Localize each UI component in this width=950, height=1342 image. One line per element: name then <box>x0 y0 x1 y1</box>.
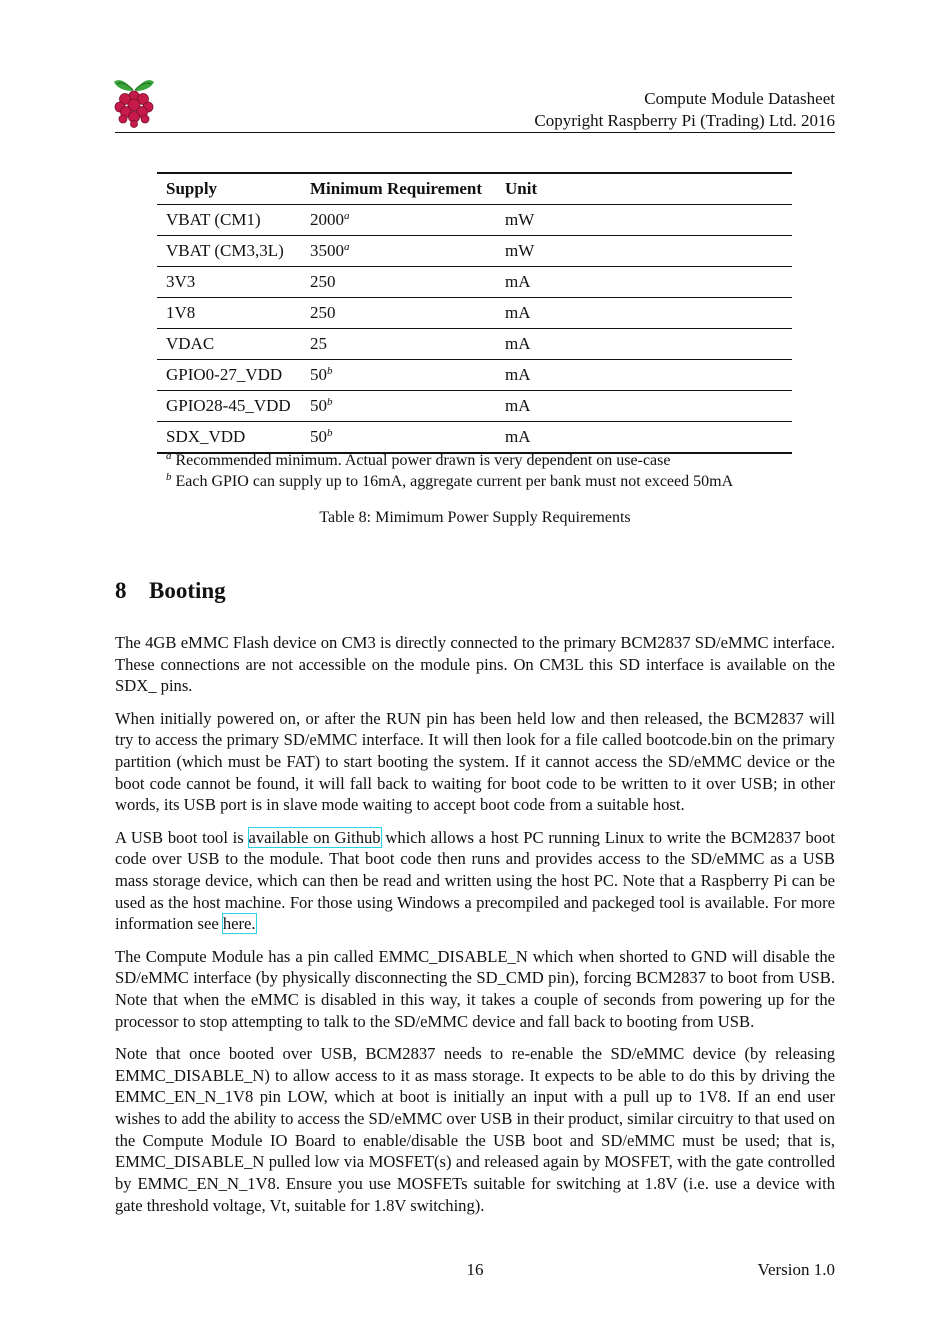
unit-cell: mW <box>505 241 535 260</box>
table-row <box>157 236 792 267</box>
table-footnote-b: $^b$ Each GPIO can supply up to 16mA, aggregate current per bank must not exceed 50mA <box>166 471 734 490</box>
paragraph: Note that once booted over USB, BCM2837 needs to re-enable the SD/eMMC device (by releasing EMMC_DISABLE_N) to allow access to it as mass storage. It expects to be able to do this by driving the EMMC_EN_N_1V8 pin LOW, which at boot is initially an input with a pull up to 1V8. If an end user wishes to add the ability to access the SD/eMMC over USB in their product, similar circuitry to that used on the Compute Module IO Board to enable/disable the USB boot and SD/eMMC must be used; that is, EMMC_DISABLE_N pulled low via MOSFET(s) and released again by MOSFET, with the gate controlled by EMMC_EN_N_1V8. Ensure you use MOSFETs suitable for switching at 1.8V (i.e. use a device with gate threshold voltage, Vt, suitable for 1.8V switching). <box>115 1043 835 1215</box>
header-rule <box>115 132 835 133</box>
supply-cell: VBAT (CM3,3L) <box>166 241 284 260</box>
table-row <box>157 329 792 360</box>
column-header-supply: Supply <box>166 179 218 198</box>
section-heading <box>115 576 226 606</box>
value-cell: 3500$^a$ <box>310 241 350 260</box>
raspberry-pi-logo <box>112 74 156 128</box>
table-footnote-a: $^a$ Recommended minimum. Actual power drawn is very dependent on use-case <box>166 450 671 469</box>
supply-cell: GPIO28-45_VDD <box>166 396 291 415</box>
table-row <box>157 205 792 236</box>
github-link[interactable]: available on Github <box>248 827 381 847</box>
unit-cell: mW <box>505 210 535 229</box>
document-version: Version 1.0 <box>757 1260 835 1279</box>
paragraph: When initially powered on, or after the RUN pin has been held low and then released, the BCM2837 will try to access the primary SD/eMMC interface. It will then look for a file called bootcode.bin on the primary partition (which must be FAT) to start booting the system. If it cannot access the SD/eMMC device or the boot code cannot be found, it will fall back to waiting for boot code to be written to it over USB; in other words, its USB port is in slave mode waiting to accept boot code from a suitable host. <box>115 708 835 815</box>
footnote-mark: a <box>344 241 350 253</box>
value-cell: 50$^b$ <box>310 427 333 446</box>
unit-cell: mA <box>505 272 531 291</box>
header-copyright: Copyright Raspberry Pi (Trading) Ltd. 2016 <box>534 111 835 130</box>
section-body <box>115 632 835 1227</box>
section-number: 8 <box>115 578 127 603</box>
unit-cell: mA <box>505 334 531 353</box>
supply-cell: VDAC <box>166 334 215 353</box>
table-caption: Table 8: Mimimum Power Supply Requirements <box>319 509 631 526</box>
value-cell: 50$^b$ <box>310 396 333 415</box>
value-cell: 2000$^a$ <box>310 210 350 229</box>
supply-cell: SDX_VDD <box>166 427 246 446</box>
paragraph: The Compute Module has a pin called EMMC_DISABLE_N which when shorted to GND will disable the SD/eMMC interface (by physically disconnecting the SD_CMD pin), forcing BCM2837 to boot from USB. Note that when the eMMC is disabled in this way, it takes a couple of seconds from powering up for the processor to stop attempting to talk to the SD/eMMC device and fall back to booting from USB. <box>115 946 835 1031</box>
paragraph: A USB boot tool is available on Github which allows a host PC running Linux to write the BCM2837 boot code over USB to the module. That boot code then runs and provides access to the SD/eMMC as a USB mass storage device, which can then be read and written using the host PC. Note that a Raspberry Pi can be used as the host machine. For those using Windows a precompiled and packeged tool is available. For more information see here. <box>115 827 835 934</box>
column-header-unit: Unit <box>505 179 538 198</box>
unit-cell: mA <box>505 427 531 446</box>
paragraph: The 4GB eMMC Flash device on CM3 is directly connected to the primary BCM2837 SD/eMMC interface. These connections are not accessible on the module pins. On CM3L this SD interface is available on the SDX_ pins. <box>115 633 835 696</box>
table-row <box>157 360 792 391</box>
value-cell: 50$^b$ <box>310 365 333 384</box>
footnote-mark: a <box>344 210 350 222</box>
value-cell: 250 <box>310 303 336 322</box>
supply-cell: VBAT (CM1) <box>166 210 261 229</box>
supply-cell: GPIO0-27_VDD <box>166 365 283 384</box>
header-title: Compute Module Datasheet <box>644 89 835 108</box>
more-info-link[interactable]: here. <box>222 914 256 934</box>
table-row <box>157 422 792 454</box>
page-number: 16 <box>466 1260 484 1279</box>
power-supply-table <box>157 172 792 454</box>
table-row <box>157 267 792 298</box>
section-title: Booting <box>149 578 226 603</box>
unit-cell: mA <box>505 365 531 384</box>
value-cell: 25 <box>310 334 327 353</box>
table-header-row <box>157 173 792 205</box>
footnote-mark: b <box>327 427 333 439</box>
value-cell: 250 <box>310 272 336 291</box>
table-row <box>157 298 792 329</box>
supply-cell: 1V8 <box>166 303 196 322</box>
table-row <box>157 391 792 422</box>
column-header-minimum: Minimum Requirement <box>310 179 483 198</box>
unit-cell: mA <box>505 396 531 415</box>
footnote-mark: b <box>327 396 333 408</box>
unit-cell: mA <box>505 303 531 322</box>
supply-cell: 3V3 <box>166 272 196 291</box>
footnote-mark: b <box>327 365 333 377</box>
